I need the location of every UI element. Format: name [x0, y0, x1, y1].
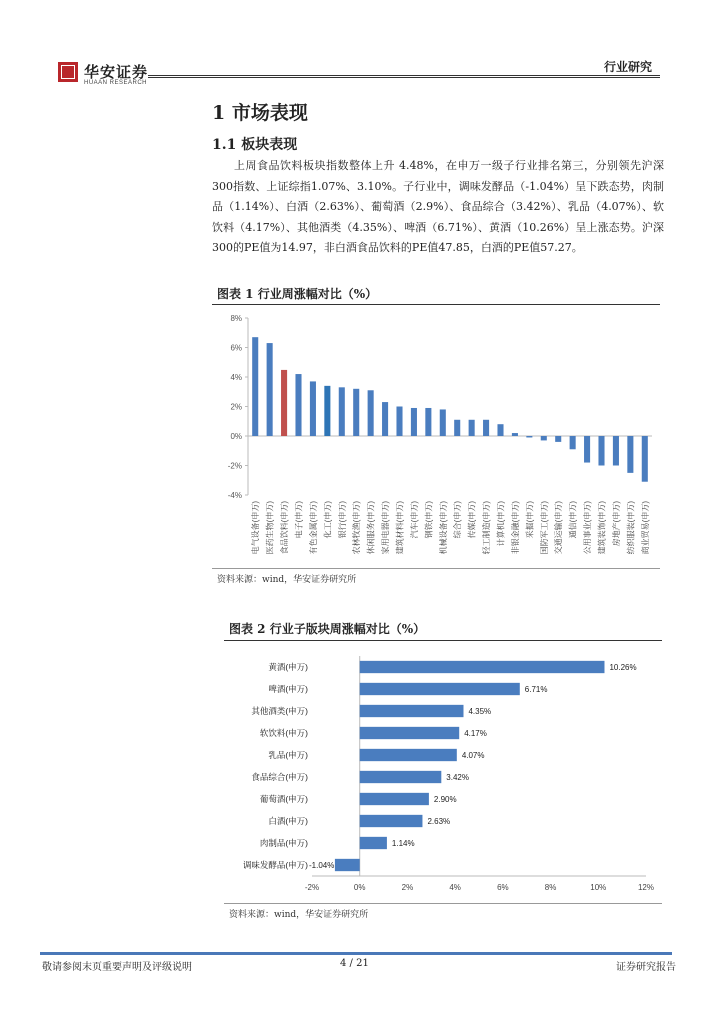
- section-heading: 1 市场表现: [212, 102, 308, 124]
- page-number: 4 / 21: [340, 958, 369, 969]
- chart1-category-label: 房地产(申万): [611, 501, 621, 547]
- chart2-x-tick-label: 10%: [590, 883, 607, 892]
- chart1-y-tick-label: -4%: [227, 491, 242, 500]
- chart2-data-label: 1.14%: [391, 839, 415, 848]
- chart1-bar: [411, 408, 417, 436]
- chart1-category-label: 电气设备(申万): [251, 501, 261, 555]
- chart2-data-label: 2.63%: [427, 817, 451, 826]
- chart1-category-label: 钢铁(申万): [424, 501, 434, 539]
- footer-report-type: 证券研究报告: [616, 962, 676, 973]
- body-paragraph: 上周食品饮料板块指数整体上升 4.48%，在申万一级子行业排名第三，分别领先沪深300指数、上证综指1.07%、3.10%。子行业中，调味发酵品（-1.04%）呈下跌态势，肉制品（1.14%）、白酒（2.63%）、葡萄酒（2.9%）、食品综合（3.42%）、乳品（4.07%）、软饮料（4.17%）、其他酒类（4.35%）、啤酒（6.71%）、黄酒（10.26%）呈上涨态势。沪深300的PE值为14.97，非白酒食品饮料的PE值47.85，白酒的PE值57.27。: [212, 159, 664, 254]
- chart2-bar: [360, 683, 520, 695]
- figure2-source: 资料来源：wind，华安证券研究所: [229, 910, 369, 920]
- chart2-data-label: 6.71%: [524, 685, 548, 694]
- chart2-bar: [335, 859, 360, 871]
- chart1-category-label: 轻工制造(申万): [482, 501, 492, 555]
- chart1-category-label: 国防军工(申万): [539, 501, 549, 555]
- chart1-bar: [353, 389, 359, 436]
- chart2-category-label: 乳品(申万): [268, 750, 308, 760]
- chart2-bar: [360, 793, 429, 805]
- figure1-source: 资料来源：wind，华安证券研究所: [217, 575, 357, 585]
- figure2-title: 图表 2 行业子版块周涨幅对比（%）: [229, 622, 426, 636]
- chart1-category-label: 采掘(申万): [525, 501, 535, 539]
- chart1-category-label: 化工(申万): [323, 501, 333, 539]
- chart1-bar: [555, 436, 561, 442]
- figure1-top-rule: [212, 304, 660, 305]
- chart1-category-label: 食品饮料(申万): [280, 501, 290, 555]
- chart1-category-label: 家用电器(申万): [381, 501, 391, 555]
- chart2-x-tick-label: 4%: [449, 883, 461, 892]
- chart1-category-label: 综合(申万): [453, 501, 463, 539]
- chart1-y-tick-label: 2%: [230, 402, 242, 412]
- chart1-category-label: 机械设备(申万): [438, 501, 448, 555]
- chart1-category-label: 有色金属(申万): [308, 501, 318, 555]
- chart2-category-label: 食品综合(申万): [251, 772, 308, 782]
- chart1-category-label: 交通运输(申万): [554, 501, 564, 555]
- chart2-data-label: 4.35%: [468, 707, 492, 716]
- chart1-bar: [642, 436, 648, 482]
- chart2-category-label: 白酒(申万): [268, 816, 308, 826]
- chart1-bar: [627, 436, 633, 473]
- chart1-category-label: 传媒(申万): [467, 501, 477, 539]
- chart2-bar: [360, 727, 459, 739]
- chart1-bar: [339, 387, 345, 436]
- brand-logo-icon: [58, 62, 78, 82]
- header-divider-2: [148, 77, 660, 78]
- chart2-category-label: 调味发酵品(申万): [242, 860, 308, 870]
- chart1-bar: [483, 420, 489, 436]
- chart1-category-label: 通信(申万): [568, 501, 578, 539]
- chart1-category-label: 电子(申万): [294, 501, 304, 539]
- chart2-bar: [360, 661, 605, 673]
- chart2-bar: [360, 815, 423, 827]
- subsection-heading: 1.1 板块表现: [212, 137, 298, 153]
- chart1-category-label: 建筑材料(申万): [395, 501, 405, 555]
- chart1-bar: [324, 386, 330, 436]
- chart2-category-label: 其他酒类(申万): [251, 706, 308, 716]
- chart1-bar: [454, 420, 460, 436]
- chart1-bar: [570, 436, 576, 449]
- chart2-bar: [360, 771, 442, 783]
- chart1-bar: [613, 436, 619, 466]
- chart2-category-label: 葡萄酒(申万): [259, 794, 308, 804]
- chart1-bar: [512, 433, 518, 436]
- chart1-y-tick-label: 0%: [230, 432, 242, 441]
- chart2-x-tick-label: -2%: [304, 883, 320, 892]
- chart2-data-label: 10.26%: [609, 663, 637, 672]
- header-section-label: 行业研究: [604, 60, 653, 74]
- chart1-category-label: 商业贸易(申万): [640, 501, 650, 555]
- chart1-category-label: 公用事业(申万): [583, 501, 593, 555]
- chart2-data-label: 2.90%: [433, 795, 457, 804]
- chart1-category-label: 农林牧渔(申万): [352, 501, 362, 555]
- chart1-category-label: 医药生物(申万): [265, 501, 275, 555]
- chart2-bar: [360, 705, 464, 717]
- figure1-bottom-rule: [212, 568, 660, 569]
- chart2-bar: [360, 837, 387, 849]
- brand-name: 华安证券: [84, 63, 149, 81]
- figure2-bottom-rule: [224, 903, 662, 904]
- chart1-category-label: 银行(申万): [337, 501, 347, 539]
- chart1-bar: [295, 374, 301, 436]
- chart2-x-tick-label: 0%: [353, 883, 366, 892]
- header-divider: [148, 75, 660, 76]
- chart1-bar: [281, 370, 287, 436]
- chart1-bar: [469, 420, 475, 436]
- chart2-category-label: 黄酒(申万): [268, 662, 308, 672]
- chart2-bar: [360, 749, 457, 761]
- chart1-svg: [212, 306, 660, 568]
- chart2-data-label: 3.42%: [446, 773, 469, 782]
- chart2-x-tick-label: 6%: [497, 883, 509, 892]
- chart2-category-label: 肉制品(申万): [259, 838, 308, 848]
- chart1-bar: [396, 407, 402, 437]
- figure2-top-rule: [224, 640, 662, 641]
- footer-rule: [40, 952, 672, 955]
- chart1-y-tick-label: 6%: [230, 343, 242, 353]
- chart1-bar: [526, 436, 532, 437]
- chart1-bar: [584, 436, 590, 463]
- chart1-category-label: 计算机(申万): [496, 501, 506, 547]
- chart2-data-label: 4.17%: [464, 729, 487, 738]
- chart1-bar: [252, 337, 258, 436]
- chart1-bar: [382, 402, 388, 436]
- chart2-category-label: 软饮料(申万): [259, 728, 308, 738]
- chart1-bar: [425, 408, 431, 436]
- chart1-bar: [497, 424, 503, 436]
- chart2-x-tick-label: 12%: [637, 883, 655, 892]
- chart1-bar: [310, 381, 316, 436]
- chart1-bar: [440, 409, 446, 436]
- chart2-x-tick-label: 2%: [401, 883, 414, 892]
- footer-disclaimer: 敬请参阅末页重要声明及评级说明: [42, 962, 192, 973]
- chart1-y-tick-label: -2%: [227, 461, 242, 471]
- chart2-x-tick-label: 8%: [544, 883, 557, 892]
- chart1-category-label: 非银金融(申万): [510, 501, 520, 555]
- figure1-title: 图表 1 行业周涨幅对比（%）: [217, 287, 378, 301]
- chart1-y-tick-label: 4%: [230, 373, 242, 382]
- chart1-bar: [368, 390, 374, 436]
- chart1-category-label: 纺织服装(申万): [626, 501, 636, 555]
- chart1-category-label: 休闲服务(申万): [366, 501, 376, 555]
- chart1-y-tick-label: 8%: [230, 314, 242, 323]
- chart2-data-label: -1.04%: [309, 861, 335, 870]
- chart2-data-label: 4.07%: [461, 751, 485, 760]
- brand-name-en: HUAAN RESEARCH: [84, 80, 148, 86]
- chart1-bar: [541, 436, 547, 440]
- chart1-bar: [598, 436, 604, 466]
- chart1-bar: [267, 343, 273, 436]
- chart2-category-label: 啤酒(申万): [268, 684, 308, 694]
- chart2-svg: [224, 642, 662, 900]
- chart1-category-label: 汽车(申万): [409, 501, 419, 539]
- chart1-category-label: 建筑装饰(申万): [597, 501, 607, 555]
